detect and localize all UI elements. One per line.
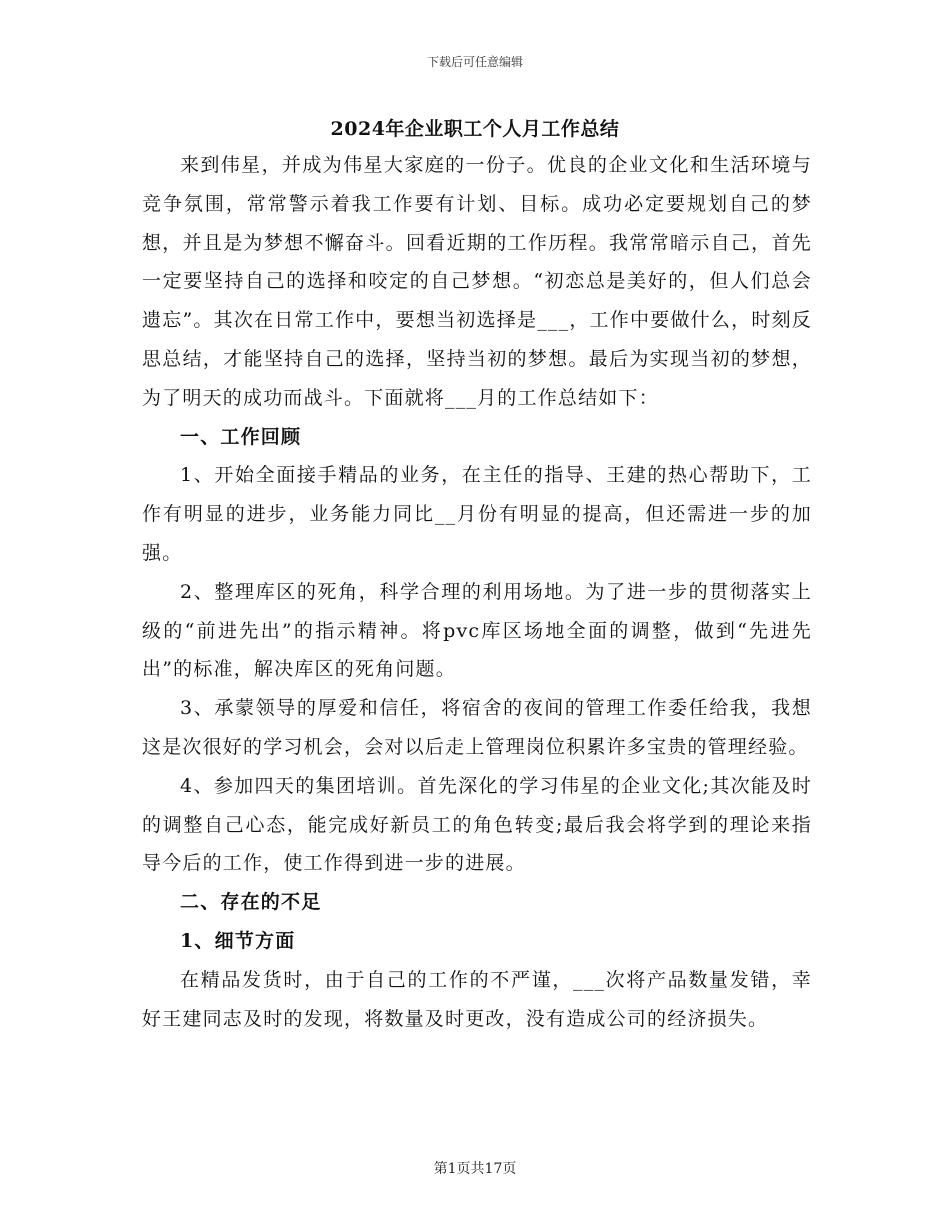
review-item-2: 2、整理库区的死角，科学合理的利用场地。为了进一步的贯彻落实上级的“前进先出”的指示精神。将pvc库区场地全面的调整，做到“先进先出”的标准，解决库区的死角问题。 [142,580,812,681]
document-body [142,146,812,1038]
details-paragraph: 在精品发货时，由于自己的工作的不严谨，___次将产品数量发错，幸好王建同志及时的发现，将数量及时更改，没有造成公司的经济损失。 [142,968,812,1030]
review-item-1: 1、开始全面接手精品的业务，在主任的指导、王建的热心帮助下，工作有明显的进步，业务能力同比__月份有明显的提高，但还需进一步的加强。 [142,464,812,564]
document-title: 2024年企业职工个人月工作总结 [330,118,620,140]
intro-paragraph: 来到伟星，并成为伟星大家庭的一份子。优良的企业文化和生活环境与竞争氛围，常常警示着我工作要有计划、目标。成功必定要规划自己的梦想，并且是为梦想不懈奋斗。回看近期的工作历程。我常常暗示自己，首先一定要坚持自己的选择和咬定的自己梦想。“初恋总是美好的，但人们总会遗忘”。其次在日常工作中，要想当初选择是___，工作中要做什么，时刻反思总结，才能坚持自己的选择，坚持当初的梦想。最后为实现当初的梦想，为了明天的成功而战斗。下面就将___月的工作总结如下： [142,154,812,409]
section-heading-work-review: 一、工作回顾 [180,425,302,448]
review-item-4: 4、参加四天的集团培训。首先深化的学习伟星的企业文化;其次能及时的调整自己心态，能完成好新员工的角色转变;最后我会将学到的理论来指导今后的工作，使工作得到进一步的进展。 [142,774,812,875]
subsection-heading-details: 1、细节方面 [180,929,296,952]
review-item-3: 3、承蒙领导的厚爱和信任，将宿舍的夜间的管理工作委任给我，我想这是次很好的学习机会，会对以后走上管理岗位积累许多宝贵的管理经验。 [142,697,812,758]
header-note: 下载后可任意编辑 [426,55,523,69]
page-number: 第1页共17页 [433,1161,517,1177]
section-heading-shortcomings: 二、存在的不足 [180,891,322,914]
